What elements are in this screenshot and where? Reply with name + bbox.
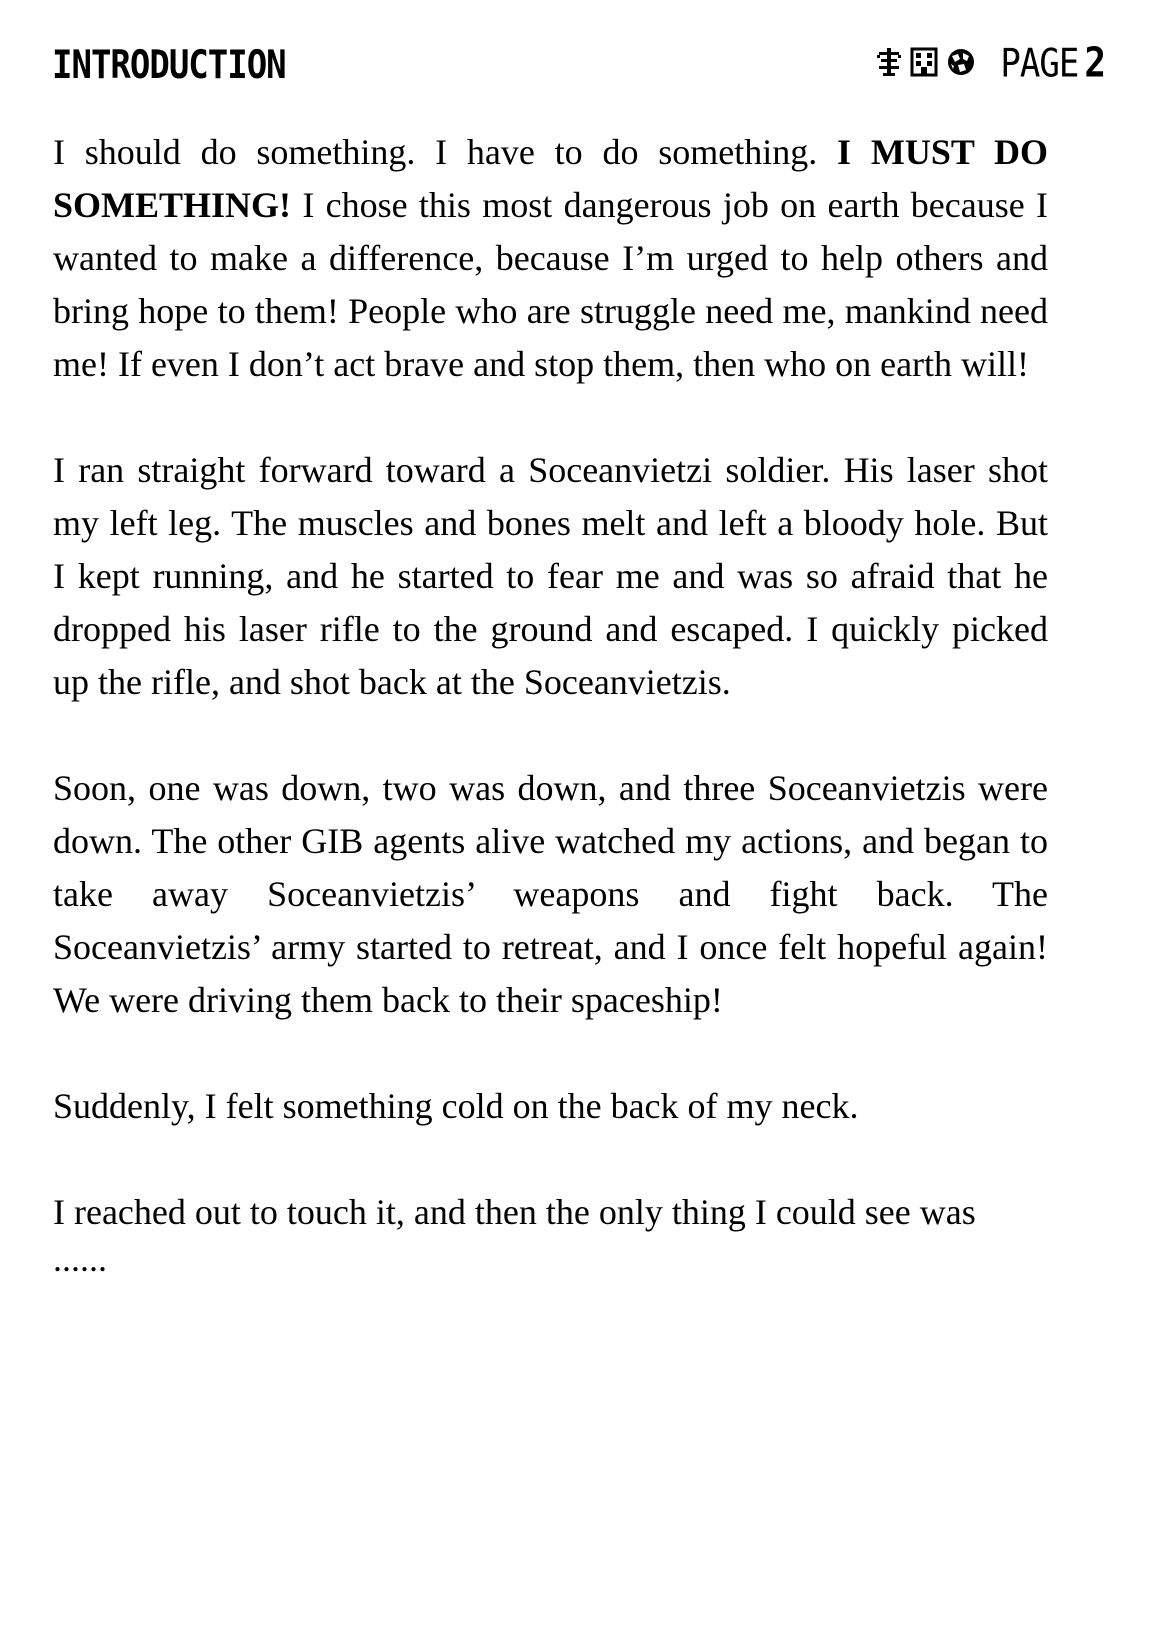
paragraph-2: I ran straight forward toward a Soceanvietzi soldier. His laser shot my left leg. The muscles and bones melt and left a bloody hole. But I kept running, and he started to fear me and was so afraid that he dropped his laser rifle to the ground and escaped. I quickly picked up the rifle, and shot back at the Soceanvietzis. [53,450,1048,702]
header-right [876,39,1106,87]
ellipsis: ...... [53,1239,107,1279]
building-icon [910,47,938,82]
paragraph-1-start: I should do something. I have to do something. [53,132,838,172]
section-title: INTRODUCTION [52,42,286,89]
paragraph-1-end: I chose this most dangerous job on earth because I wanted to make a difference, because I’m urged to help others and bring hope to them! People who are struggle need me, mankind need me! If even I don’t act brave and stop them, then who on earth will! [53,185,1048,384]
paragraph-1 [53,126,1048,391]
page-number: 2 [1084,39,1106,87]
page-header [52,40,1106,90]
paragraph-3: Soon, one was down, two was down, and three Soceanvietzis were down. The other GIB agents alive watched my actions, and began to take away Soceanvietzis’ weapons and fight back. The Soceanvietzis’ army started to retreat, and I once felt hopeful again! We were driving them back to their spaceship! [53,768,1048,1020]
page-label: PAGE [1000,41,1079,87]
paragraph-5 [53,1186,1048,1279]
paragraph-5-text: I reached out to touch it, and then the only thing I could see was [53,1192,976,1232]
story-text [53,126,1048,1279]
globe-icon [946,47,976,82]
paragraph-4: Suddenly, I felt something cold on the back of my neck. [53,1086,859,1126]
paragraph-1-emphasis: I MUST DO SOMETHING! [53,132,1048,225]
pillar-icon [876,47,902,82]
